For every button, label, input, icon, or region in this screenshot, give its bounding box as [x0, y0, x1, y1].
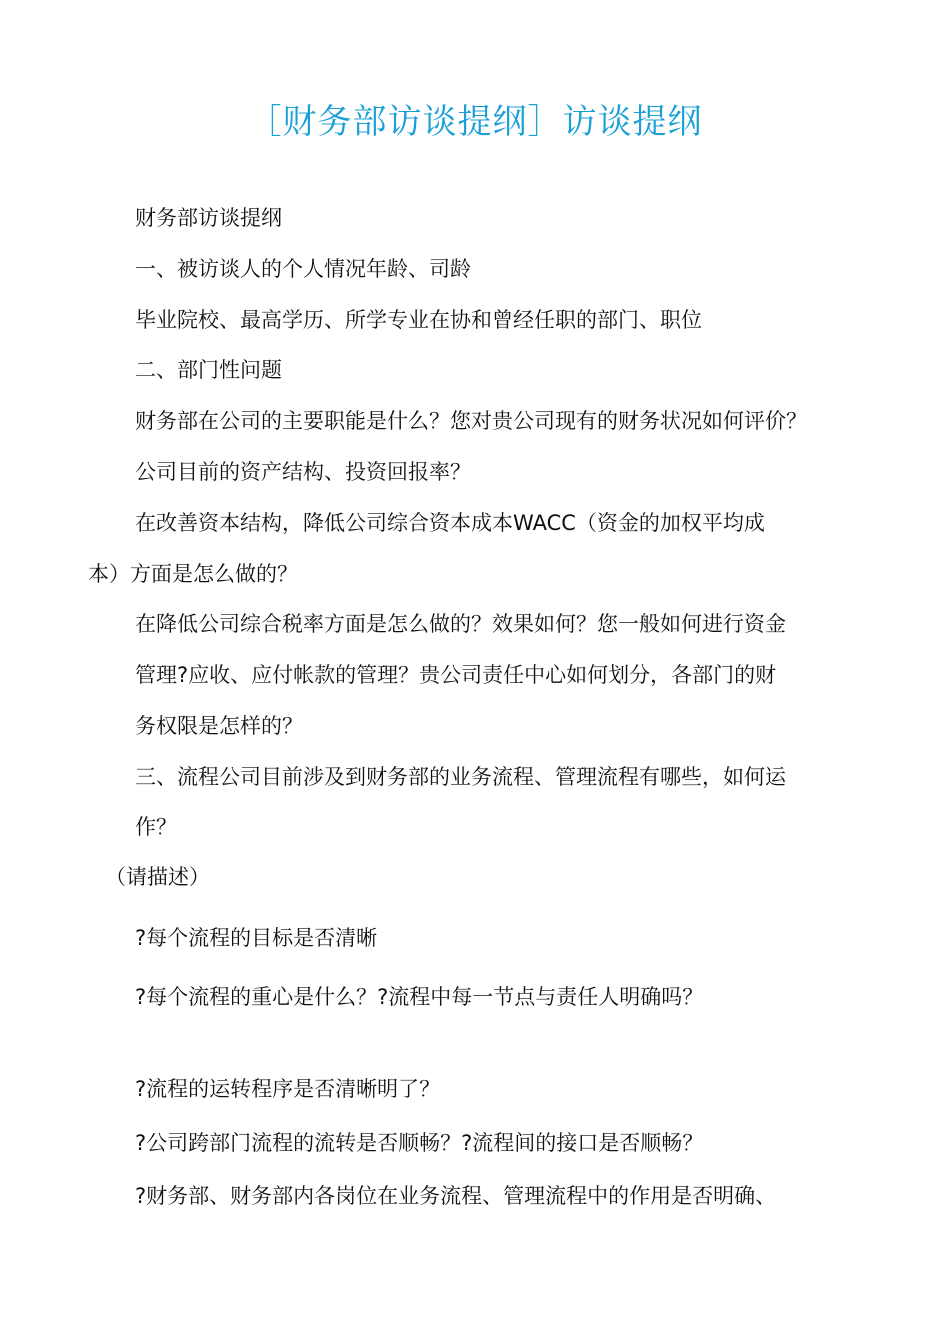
text-line: 财务部访谈提纲 — [135, 206, 282, 230]
text-line: ?每个流程的重心是什么？?流程中每一节点与责任人明确吗？ — [135, 985, 704, 1009]
text-line: 本）方面是怎么做的？ — [88, 562, 298, 586]
text-line: 一、被访谈人的个人情况年龄、司龄 — [135, 257, 471, 281]
text-line: ?公司跨部门流程的流转是否顺畅？?流程间的接口是否顺畅？ — [135, 1131, 704, 1155]
text-line: ?流程的运转程序是否清晰明了？ — [135, 1077, 441, 1101]
text-line: ?每个流程的目标是否清晰 — [135, 926, 378, 950]
text-line: 二、部门性问题 — [135, 358, 282, 382]
text-line: 财务部在公司的主要职能是什么？您对贵公司现有的财务状况如何评价？ — [135, 409, 807, 433]
text-line: 管理?应收、应付帐款的管理？贵公司责任中心如何划分，各部门的财 — [135, 663, 777, 687]
page-title: ［财务部访谈提纲］访谈提纲 — [247, 102, 703, 142]
text-line: （请描述） — [105, 865, 210, 889]
text-line: ?财务部、财务部内各岗位在业务流程、管理流程中的作用是否明确、 — [135, 1184, 777, 1208]
text-line: 在改善资本结构，降低公司综合资本成本WACC（资金的加权平均成 — [135, 511, 765, 535]
text-line: 三、流程公司目前涉及到财务部的业务流程、管理流程有哪些，如何运 — [135, 765, 786, 789]
text-line: 在降低公司综合税率方面是怎么做的？效果如何？您一般如何进行资金 — [135, 612, 786, 636]
text-line: 公司目前的资产结构、投资回报率？ — [135, 460, 471, 484]
text-line: 毕业院校、最高学历、所学专业在协和曾经任职的部门、职位 — [135, 308, 702, 332]
text-line: 务权限是怎样的？ — [135, 714, 303, 738]
text-line: 作？ — [135, 815, 177, 839]
